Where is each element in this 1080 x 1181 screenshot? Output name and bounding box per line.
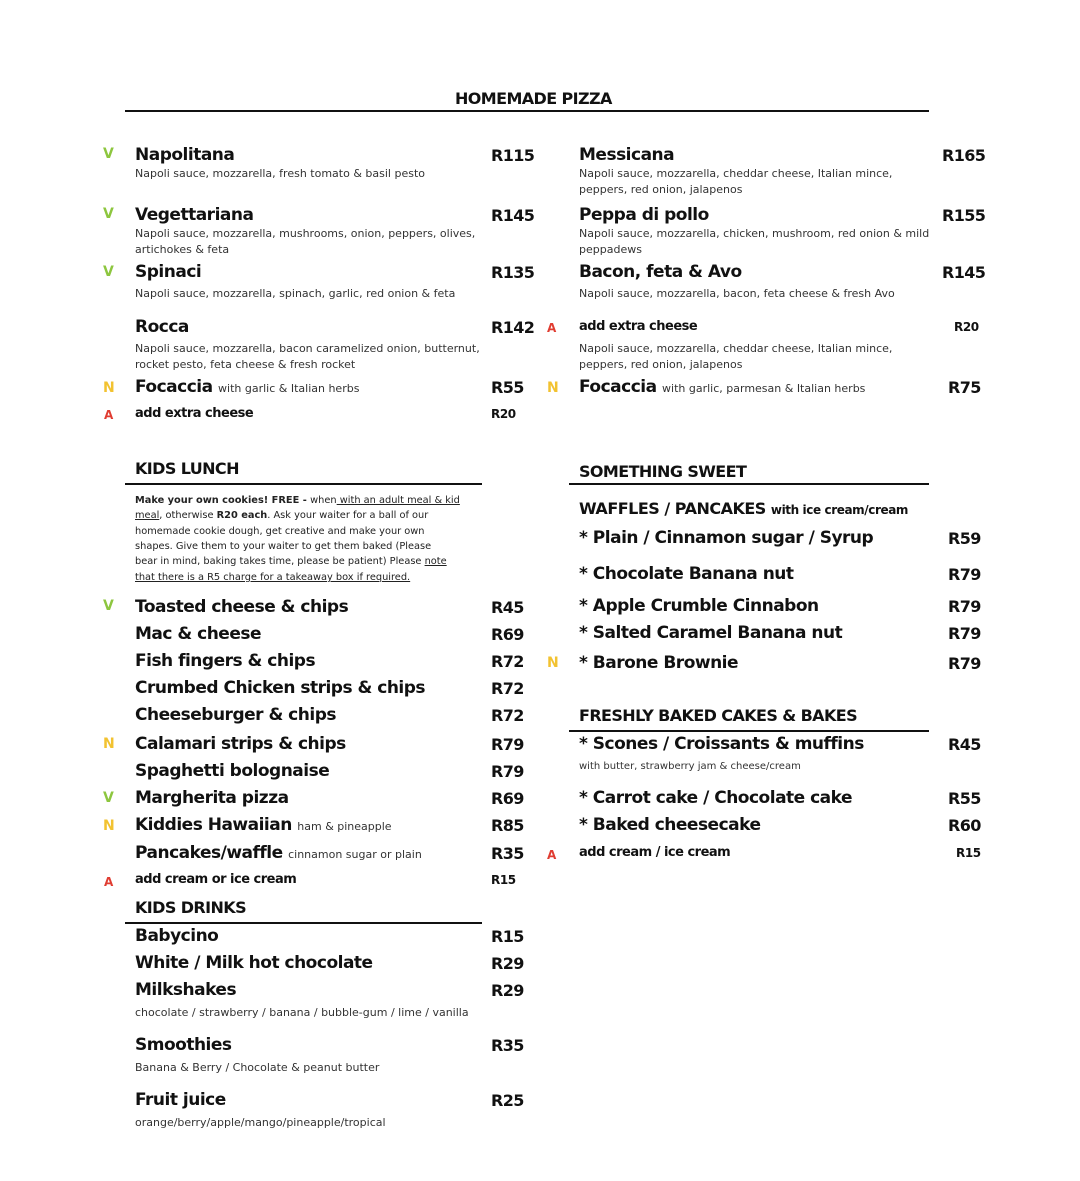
divider (569, 730, 929, 732)
section-title-sweet: SOMETHING SWEET (579, 462, 747, 481)
menu-item-price: R75 (948, 378, 981, 397)
menu-item-price: R35 (491, 1036, 524, 1055)
divider (125, 483, 482, 485)
menu-item-price: R72 (491, 706, 524, 725)
menu-item-price: R72 (491, 679, 524, 698)
menu-item-name: Pancakes/waffle cinnamon sugar or plain (135, 843, 422, 863)
menu-item-desc: peppers, red onion, jalapenos (579, 358, 743, 371)
menu-item-price: R45 (948, 735, 981, 754)
menu-item-name: Crumbed Chicken strips & chips (135, 678, 426, 698)
menu-item-price: R59 (948, 529, 981, 548)
menu-item-desc: Napoli sauce, mozzarella, fresh tomato & basil pesto (135, 167, 425, 180)
menu-item-desc: peppers, red onion, jalapenos (579, 183, 743, 196)
addon-badge: A (104, 875, 114, 889)
addon-price: R15 (956, 846, 981, 860)
menu-item-name: Kiddies Hawaiian ham & pineapple (135, 815, 392, 835)
menu-item-price: R79 (948, 654, 981, 673)
menu-item-price: R145 (491, 206, 535, 225)
addon-badge: A (547, 321, 557, 335)
menu-item-desc: peppadews (579, 243, 642, 256)
menu-item-desc: Banana & Berry / Chocolate & peanut butter (135, 1061, 380, 1074)
menu-item-price: R35 (491, 844, 524, 863)
menu-item-name: Spaghetti bolognaise (135, 761, 330, 781)
menu-item-name: Mac & cheese (135, 624, 262, 644)
nuts-badge: N (547, 655, 559, 671)
divider (569, 483, 929, 485)
menu-item-name: * Salted Caramel Banana nut (579, 623, 843, 643)
menu-item-price: R165 (942, 146, 986, 165)
menu-item-desc: Napoli sauce, mozzarella, chicken, mushroom, red onion & mild (579, 227, 930, 240)
menu-item-price: R55 (491, 378, 524, 397)
menu-item-name: Babycino (135, 926, 219, 946)
menu-item-name: * Plain / Cinnamon sugar / Syrup (579, 528, 874, 548)
menu-item-price: R145 (942, 263, 986, 282)
menu-item-name: * Scones / Croissants & muffins (579, 734, 864, 754)
menu-item-desc: Napoli sauce, mozzarella, mushrooms, onion, peppers, olives, (135, 227, 476, 240)
menu-item-name: Messicana (579, 145, 675, 165)
veg-badge: V (103, 790, 114, 806)
addon-name: add cream or ice cream (135, 872, 297, 887)
cookie-note-line: meal, otherwise R20 each. Ask your waiter for a ball of our (135, 510, 429, 521)
menu-item-desc: artichokes & feta (135, 243, 230, 256)
addon-price: R20 (954, 320, 979, 334)
addon-name: add extra cheese (135, 406, 254, 421)
menu-item-name: Spinaci (135, 262, 202, 282)
menu-item-name: * Carrot cake / Chocolate cake (579, 788, 853, 808)
menu-item-price: R85 (491, 816, 524, 835)
menu-item-price: R60 (948, 816, 981, 835)
menu-item-name: Focaccia with garlic & Italian herbs (135, 377, 360, 397)
addon-name: add cream / ice cream (579, 845, 731, 860)
menu-item-desc: Napoli sauce, mozzarella, bacon, feta cheese & fresh Avo (579, 287, 895, 300)
menu-item-name: * Chocolate Banana nut (579, 564, 794, 584)
menu-item-desc: rocket pesto, feta cheese & fresh rocket (135, 358, 356, 371)
menu-item-name: Peppa di pollo (579, 205, 709, 225)
menu-item-desc: Napoli sauce, mozzarella, spinach, garlic, red onion & feta (135, 287, 456, 300)
menu-item-desc: Napoli sauce, mozzarella, cheddar cheese, Italian mince, (579, 167, 893, 180)
menu-item-price: R79 (948, 565, 981, 584)
addon-badge: A (104, 408, 114, 422)
menu-item-name: Napolitana (135, 145, 235, 165)
cookie-note-line: bear in mind, baking takes time, please be patient) Please note (135, 556, 447, 567)
veg-badge: V (103, 264, 114, 280)
menu-item-price: R155 (942, 206, 986, 225)
menu-item-name: * Barone Brownie (579, 653, 739, 673)
menu-item-price: R79 (948, 624, 981, 643)
veg-badge: V (103, 206, 114, 222)
menu-item-price: R115 (491, 146, 535, 165)
menu-item-name: Rocca (135, 317, 189, 337)
nuts-badge: N (547, 380, 559, 396)
menu-item-desc: with butter, strawberry jam & cheese/cream (579, 761, 801, 772)
menu-item-desc: orange/berry/apple/mango/pineapple/tropical (135, 1116, 386, 1129)
addon-price: R20 (491, 407, 516, 421)
menu-item-name: Fruit juice (135, 1090, 226, 1110)
addon-name: add extra cheese (579, 319, 698, 334)
menu-item-name: Vegettariana (135, 205, 254, 225)
menu-item-price: R135 (491, 263, 535, 282)
veg-badge: V (103, 146, 114, 162)
nuts-badge: N (103, 380, 115, 396)
addon-badge: A (547, 848, 557, 862)
divider (125, 922, 482, 924)
section-title-cakes: FRESHLY BAKED CAKES & BAKES (579, 706, 858, 725)
menu-item-price: R72 (491, 652, 524, 671)
menu-item-name: * Apple Crumble Cinnabon (579, 596, 819, 616)
nuts-badge: N (103, 736, 115, 752)
menu-item-price: R79 (491, 762, 524, 781)
menu-item-price: R29 (491, 981, 524, 1000)
menu-item-name: Toasted cheese & chips (135, 597, 349, 617)
waffles-heading: WAFFLES / PANCAKES with ice cream/cream (579, 499, 909, 518)
menu-item-name: Fish fingers & chips (135, 651, 316, 671)
menu-item-price: R25 (491, 1091, 524, 1110)
divider (125, 110, 929, 112)
menu-item-name: Bacon, feta & Avo (579, 262, 742, 282)
section-title-pizza: HOMEMADE PIZZA (455, 89, 612, 108)
section-title-kids-drinks: KIDS DRINKS (135, 898, 246, 917)
addon-price: R15 (491, 873, 516, 887)
menu-item-name: Cheeseburger & chips (135, 705, 336, 725)
cookie-note-line: shapes. Give them to your waiter to get them baked (Please (135, 541, 432, 552)
cookie-note-line: Make your own cookies! FREE - when with an adult meal & kid (135, 495, 460, 506)
nuts-badge: N (103, 818, 115, 834)
menu-item-price: R55 (948, 789, 981, 808)
menu-item-price: R15 (491, 927, 524, 946)
menu-item-name: White / Milk hot chocolate (135, 953, 373, 973)
menu-item-price: R45 (491, 598, 524, 617)
menu-item-price: R29 (491, 954, 524, 973)
menu-item-name: * Baked cheesecake (579, 815, 761, 835)
veg-badge: V (103, 598, 114, 614)
menu-item-price: R79 (491, 735, 524, 754)
menu-item-name: Margherita pizza (135, 788, 289, 808)
menu-item-desc: Napoli sauce, mozzarella, cheddar cheese, Italian mince, (579, 342, 893, 355)
menu-item-name: Milkshakes (135, 980, 237, 1000)
menu-item-name: Calamari strips & chips (135, 734, 346, 754)
cookie-note-line: that there is a R5 charge for a takeaway box if required. (135, 572, 411, 583)
menu-item-price: R79 (948, 597, 981, 616)
menu-item-price: R69 (491, 625, 524, 644)
cookie-note-line: homemade cookie dough, get creative and make your own (135, 526, 425, 537)
menu-item-price: R69 (491, 789, 524, 808)
section-title-kids-lunch: KIDS LUNCH (135, 459, 239, 478)
menu-item-desc: chocolate / strawberry / banana / bubble-gum / lime / vanilla (135, 1006, 469, 1019)
menu-item-name: Smoothies (135, 1035, 232, 1055)
menu-item-price: R142 (491, 318, 535, 337)
menu-item-desc: Napoli sauce, mozzarella, bacon caramelized onion, butternut, (135, 342, 480, 355)
menu-item-name: Focaccia with garlic, parmesan & Italian herbs (579, 377, 866, 397)
